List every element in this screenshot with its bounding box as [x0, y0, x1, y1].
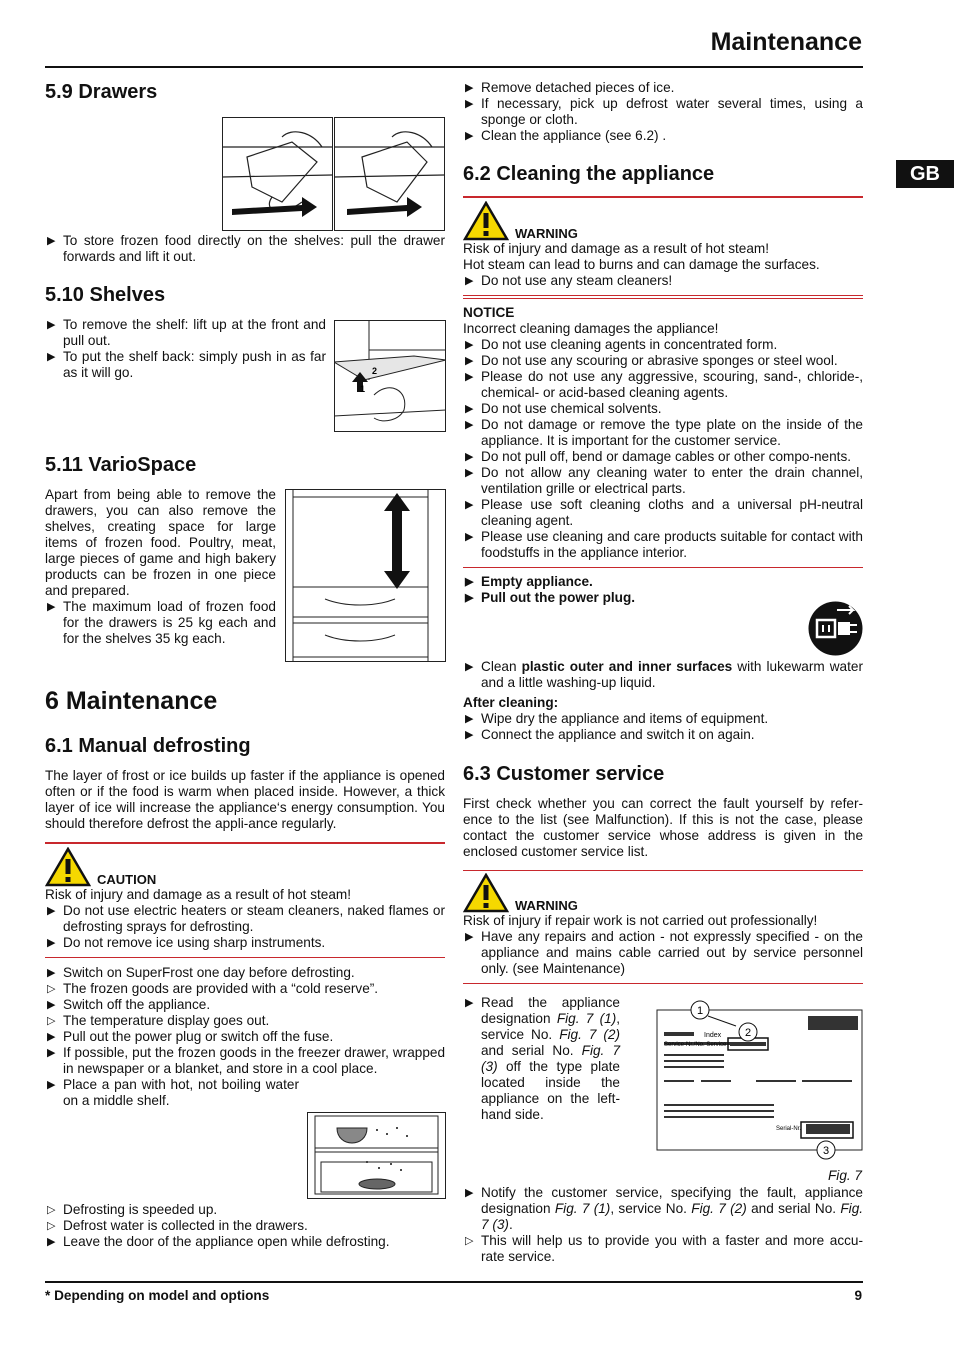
arrow-right-bullet-icon: ▶ — [47, 319, 56, 331]
arrow-right-bullet-icon: ▶ — [47, 999, 56, 1011]
list-item: ▶ To remove the shelf: lift up at the front and pull out. — [47, 317, 326, 348]
warning-text: Hot steam can lead to burns and can damage the surfaces. — [463, 257, 820, 272]
arrow-right-bullet-icon: ▶ — [47, 601, 56, 613]
list-item: ▶ Do not use any scouring or abrasive sponges or steel wool. — [465, 353, 838, 368]
list-item: ▶ Do not use chemical solvents. — [465, 401, 662, 416]
callout-2: 2 — [744, 1027, 752, 1039]
arrow-right-bullet-icon: ▶ — [465, 339, 474, 351]
arrow-right-bullet-icon: ▶ — [465, 531, 474, 543]
list-item: ▶ Do not remove ice using sharp instruments. — [47, 935, 326, 950]
paragraph: The layer of frost or ice builds up faster if the appliance is opened often or if the food is warm when placed inside. However, a thick layer of ice will increase the appliance‘s energy consumption. You should therefore defrost the appli-ance regularly. — [45, 768, 445, 831]
after-cleaning-label: After cleaning: — [463, 695, 559, 710]
arrow-right-bullet-icon: ▶ — [47, 235, 56, 247]
list-item: ▷ The frozen goods are provided with a “cold reserve”. — [47, 981, 379, 996]
list-item: ▶ Have any repairs and action - not expressly specified - on the appliance and mains cable carried out by service personnel only. (see Maintenance) — [465, 929, 863, 976]
callout-1: 1 — [696, 1005, 704, 1017]
language-tab: GB — [896, 160, 954, 188]
list-item: ▶ If necessary, pick up defrost water several times, using a sponge or cloth. — [465, 96, 863, 127]
arrow-right-bullet-icon: ▶ — [465, 467, 474, 479]
s6-block — [45, 686, 445, 716]
hollow-arrow-bullet-icon: ▷ — [47, 1220, 56, 1232]
footer-note: * Depending on model and options — [45, 1288, 270, 1303]
list-item: ▷ Defrost water is collected in the drawers. — [47, 1218, 308, 1233]
list-item: ▶ Please use soft cleaning cloths and a universal pH-neutral cleaning agent. — [465, 497, 863, 528]
warning-label: WARNING — [515, 226, 578, 241]
page-title: Maintenance — [710, 28, 862, 56]
section-5-11-title: 5.11 VarioSpace — [45, 454, 197, 476]
list-item: ▶ If possible, put the frozen goods in the freezer drawer, wrapped in newspaper or a blanket, and store in a cool place. — [47, 1045, 445, 1076]
arrow-right-bullet-icon: ▶ — [465, 931, 474, 943]
list-item: ▶ Do not use cleaning agents in concentrated form. — [465, 337, 778, 352]
arrow-right-bullet-icon: ▶ — [47, 967, 56, 979]
page-number: 9 — [854, 1288, 862, 1303]
section-6-1-title: 6.1 Manual defrosting — [45, 735, 251, 757]
caution-top-rule — [45, 842, 445, 844]
arrow-right-bullet-icon: ▶ — [465, 729, 474, 741]
caution-label: CAUTION — [97, 872, 157, 887]
list-item: ▶ Please use cleaning and care products suitable for contact with foodstuffs in the appliance interior. — [465, 529, 863, 560]
s63-read — [463, 995, 620, 1123]
warning-text: Risk of injury and damage as a result of hot steam! — [463, 241, 770, 256]
list-item: ▶ Please do not use any aggressive, scouring, sand-, chloride-, chemical- or acid-based cleaning agents. — [465, 369, 863, 400]
list-item: ▶ Clean plastic outer and inner surfaces with lukewarm water and a little washing-up liquid. — [465, 659, 863, 690]
arrow-right-bullet-icon: ▶ — [465, 419, 474, 431]
drawers-figure — [222, 117, 446, 231]
footer-rule — [45, 1281, 863, 1283]
list-item: ▶ Remove detached pieces of ice. — [465, 80, 675, 95]
type-plate-figure — [656, 1000, 863, 1172]
s510-body — [45, 317, 326, 381]
arrow-right-bullet-icon: ▶ — [465, 98, 474, 110]
arrow-right-bullet-icon: ▶ — [465, 275, 474, 287]
hollow-arrow-bullet-icon: ▷ — [47, 983, 56, 995]
warning-header — [463, 201, 863, 241]
s510-block — [45, 283, 445, 307]
defrost-pan-figure — [307, 1112, 446, 1199]
list-item: ▶ Do not use electric heaters or steam cleaners, naked flames or defrosting sprays for defrosting. — [47, 903, 445, 934]
list-item: ▶ Notify the customer service, specifying the fault, appliance designation Fig. 7 (1), service No. Fig. 7 (2) and serial No. Fig. 7 (3). — [465, 1185, 864, 1232]
list-item: ▶ Empty appliance. — [465, 574, 593, 589]
warning-header — [463, 873, 863, 913]
plate-service-label: Service-Nr./No. Service — [664, 1042, 727, 1048]
callout-3: 3 — [822, 1145, 830, 1157]
svg-text:1: 1 — [360, 384, 366, 394]
arrow-right-bullet-icon: ▶ — [47, 1031, 56, 1043]
paragraph: Apart from being able to remove the drawers, you can also remove the shelves, creating space for large items of frozen food. Poultry, meat, large pieces of game and high bakery products can be frozen in one piece and prepared. — [45, 487, 276, 598]
arrow-right-bullet-icon: ▶ — [47, 905, 56, 917]
section-5-10-title: 5.10 Shelves — [45, 284, 166, 306]
caution-header — [45, 847, 445, 887]
list-item: ▶ Do not pull off, bend or damage cables or other compo-nents. — [465, 449, 852, 464]
warning-bottom-rule — [463, 983, 863, 984]
s61-block — [45, 734, 445, 758]
arrow-right-bullet-icon: ▶ — [465, 403, 474, 415]
section-6-3-title: 6.3 Customer service — [463, 763, 665, 785]
figure-caption: Fig. 7 — [828, 1168, 862, 1183]
list-item: ▶ Read the appliance designation Fig. 7 (1), service No. Fig. 7 (2) and serial No. Fig. 7 (3) off the type plate located inside the appliance on the left-hand side. — [465, 995, 621, 1122]
right-top-list — [463, 80, 863, 144]
power-plug-icon — [807, 600, 864, 657]
arrow-right-bullet-icon: ▶ — [465, 451, 474, 463]
warning-top-rule — [463, 196, 863, 198]
list-item: ▶ Do not use any steam cleaners! — [465, 273, 673, 288]
header-rule — [45, 66, 863, 68]
paragraph: First check whether you can correct the fault yourself by refer-ence to the list (see Malfunction). If this is not the case, please contact the customer service whose address is given in the enclosed customer service list. — [463, 796, 863, 859]
warning-top-rule — [463, 870, 863, 871]
svg-text:2: 2 — [372, 366, 378, 376]
notice-label: NOTICE — [463, 305, 515, 320]
list-item: ▶ To store frozen food directly on the shelves: pull the drawer forwards and lift it out. — [47, 233, 445, 264]
shelves-figure — [334, 320, 446, 432]
arrow-right-bullet-icon: ▶ — [47, 1236, 56, 1248]
arrow-right-bullet-icon: ▶ — [465, 371, 474, 383]
warning-triangle-icon — [463, 201, 509, 241]
arrow-right-bullet-icon: ▶ — [47, 1079, 56, 1091]
variospace-figure — [285, 489, 446, 662]
list-item: ▶ Wipe dry the appliance and items of equipment. — [465, 711, 769, 726]
plate-index-label: Index — [704, 1032, 722, 1039]
warning-triangle-icon — [463, 873, 509, 913]
hollow-arrow-bullet-icon: ▷ — [47, 1015, 56, 1027]
s62-cleaning — [463, 659, 863, 743]
list-item: ▶ Pull out the power plug. — [465, 590, 636, 605]
list-item: ▷ Defrosting is speeded up. — [47, 1202, 218, 1217]
arrow-right-bullet-icon: ▶ — [465, 576, 474, 588]
section-6-2-title: 6.2 Cleaning the appliance — [463, 163, 715, 185]
arrow-right-bullet-icon: ▶ — [47, 351, 56, 363]
notice-text: Incorrect cleaning damages the appliance! — [463, 321, 719, 336]
list-item: ▶ To put the shelf back: simply push in as far as it will go. — [47, 349, 326, 380]
arrow-right-bullet-icon: ▶ — [465, 82, 474, 94]
list-item: ▶ Switch on SuperFrost one day before defrosting. — [47, 965, 355, 980]
warning-label: WARNING — [515, 898, 578, 913]
hollow-arrow-bullet-icon: ▷ — [465, 1235, 474, 1247]
s511-body — [45, 487, 276, 647]
s61-results — [45, 1202, 445, 1250]
list-item: ▶ Place a pan with hot, not boiling water on a middle shelf. — [47, 1077, 299, 1108]
arrow-right-bullet-icon: ▶ — [465, 130, 474, 142]
list-item: ▶ Pull out the power plug or switch off the fuse. — [47, 1029, 334, 1044]
warning-triangle-icon — [45, 847, 91, 887]
list-item: ▷ This will help us to provide you with a faster and more accu-rate service. — [465, 1233, 863, 1264]
s63-block — [463, 762, 863, 984]
plate-serial-label: Serial-Nr. — [776, 1126, 802, 1132]
hollow-arrow-bullet-icon: ▷ — [47, 1204, 56, 1216]
section-5-9-title: 5.9 Drawers — [45, 81, 158, 103]
list-item: ▷ The temperature display goes out. — [47, 1013, 270, 1028]
arrow-right-bullet-icon: ▶ — [465, 355, 474, 367]
list-item: ▶ Do not damage or remove the type plate on the inside of the appliance. It is important for the customer service. — [465, 417, 863, 448]
s61-body — [45, 768, 445, 1109]
list-item: ▶ Do not allow any cleaning water to enter the drain channel, ventilation grille or electrical parts. — [465, 465, 863, 496]
chapter-6-title: 6 Maintenance — [45, 687, 218, 715]
caution-text: Risk of injury and damage as a result of hot steam! — [45, 887, 352, 902]
list-item: ▶ The maximum load of frozen food for the drawers is 25 kg each and for the shelves 35 kg each. — [47, 599, 276, 646]
list-item: ▶ Connect the appliance and switch it on again. — [465, 727, 755, 742]
list-item: ▶ Clean the appliance (see 6.2) . — [465, 128, 667, 143]
arrow-right-bullet-icon: ▶ — [465, 997, 474, 1009]
arrow-right-bullet-icon: ▶ — [465, 499, 474, 511]
arrow-right-bullet-icon: ▶ — [465, 661, 474, 673]
left-column — [45, 80, 445, 104]
arrow-right-bullet-icon: ▶ — [465, 592, 474, 604]
list-item: ▶ Leave the door of the appliance open while defrosting. — [47, 1234, 390, 1249]
arrow-right-bullet-icon: ▶ — [47, 1047, 56, 1059]
list-item: ▶ Switch off the appliance. — [47, 997, 211, 1012]
s511-block — [45, 453, 445, 477]
s63-notify — [463, 1185, 863, 1265]
s59-body — [45, 233, 445, 265]
s62-block — [463, 162, 863, 606]
arrow-right-bullet-icon: ▶ — [47, 937, 56, 949]
arrow-right-bullet-icon: ▶ — [465, 1187, 474, 1199]
warning-text: Risk of injury if repair work is not carried out professionally! — [463, 913, 818, 928]
arrow-right-bullet-icon: ▶ — [465, 713, 474, 725]
